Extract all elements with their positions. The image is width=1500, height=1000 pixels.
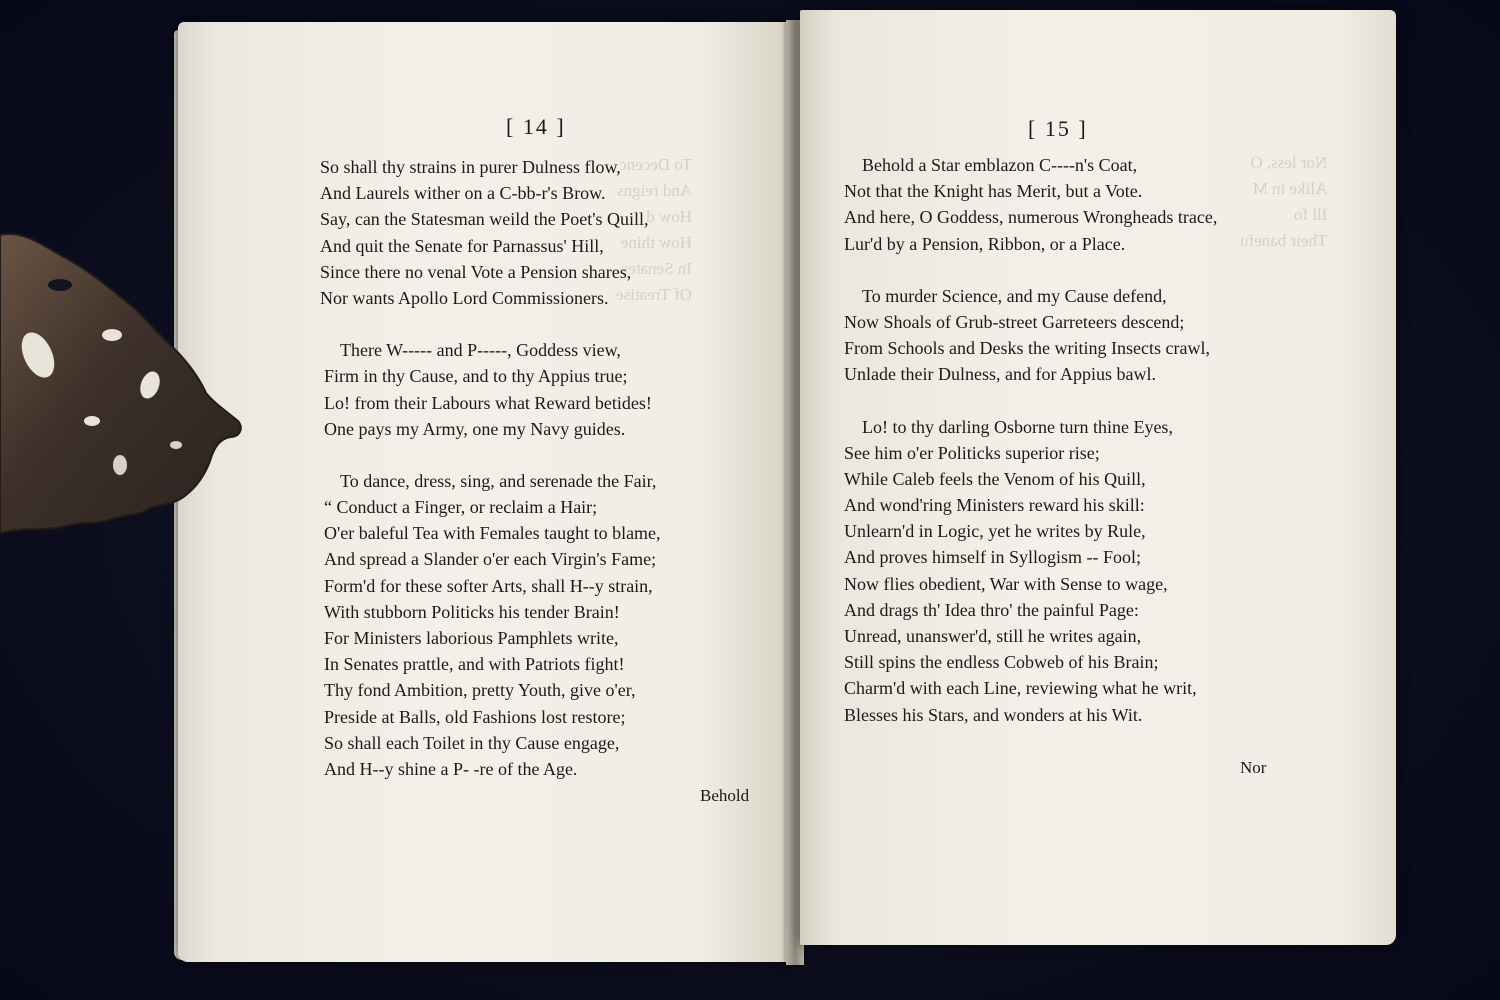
- verse-line: Still spins the endless Cobweb of his Brain;: [844, 652, 1159, 673]
- verse-line: With stubborn Politicks his tender Brain!: [324, 601, 620, 622]
- left-page: [178, 22, 790, 962]
- verse-line: Charm'd with each Line, reviewing what he writ,: [844, 678, 1197, 699]
- verse-line: While Caleb feels the Venom of his Quill,: [844, 468, 1146, 489]
- verse-line: And wond'ring Ministers reward his skill:: [844, 495, 1145, 516]
- verse-line: To dance, dress, sing, and serenade the Fair,: [340, 470, 657, 491]
- verse-line: Say, can the Statesman weild the Poet's Quill,: [320, 209, 649, 230]
- verse-line: Not that the Knight has Merit, but a Vote.: [844, 181, 1143, 202]
- metal-page-clip: [0, 225, 245, 545]
- verse-block: [320, 154, 661, 782]
- verse-line: Lur'd by a Pension, Ribbon, or a Place.: [844, 233, 1126, 254]
- verse-line: Behold a Star emblazon C----n's Coat,: [862, 155, 1138, 175]
- verse-line: Thy fond Ambition, pretty Youth, give o'er,: [324, 680, 636, 701]
- verse-line: “ Conduct a Finger, or reclaim a Hair;: [324, 497, 598, 518]
- verse-line: And H--y shine a P- -re of the Age.: [324, 758, 578, 779]
- verse-line: And spread a Slander o'er each Virgin's Fame;: [324, 549, 657, 570]
- verse-line: And proves himself in Syllogism -- Fool;: [844, 547, 1141, 568]
- catchword: Nor: [1240, 758, 1267, 777]
- stanza-break: [320, 311, 661, 337]
- verse-block: [844, 152, 1217, 728]
- verse-line: Blesses his Stars, and wonders at his Wit.: [844, 704, 1143, 725]
- right-page: [800, 10, 1396, 945]
- verse-line: Now Shoals of Grub-street Garreteers descend;: [844, 311, 1185, 332]
- verse-line: Unlearn'd in Logic, yet he writes by Rule,: [844, 521, 1146, 542]
- verse-line: And here, O Goddess, numerous Wrongheads trace,: [844, 207, 1218, 228]
- verse-line: To murder Science, and my Cause defend,: [862, 285, 1167, 306]
- verse-line: Lo! from their Labours what Reward betides!: [324, 392, 652, 413]
- verse-line: For Ministers laborious Pamphlets write,: [324, 628, 619, 648]
- verse-line: And quit the Senate for Parnassus' Hill,: [320, 235, 604, 256]
- page-number: [ 15 ]: [1028, 116, 1088, 141]
- stanza-break: [320, 442, 661, 468]
- verse-line: From Schools and Desks the writing Insects crawl,: [844, 338, 1210, 359]
- verse-line: One pays my Army, one my Navy guides.: [324, 418, 626, 439]
- bleed-through-text: To Decenc And reigns How d How thine In Senates Of Treatise: [616, 155, 693, 304]
- verse-line: Preside at Balls, old Fashions lost restore;: [324, 706, 626, 727]
- verse-line: So shall thy strains in purer Dulness flow,: [320, 157, 621, 177]
- stanza-break: [844, 257, 1217, 283]
- stanza-break: [844, 388, 1217, 414]
- verse-line: And drags th' Idea thro' the painful Page:: [844, 599, 1139, 620]
- catchword: Behold: [700, 786, 750, 805]
- verse-line: See him o'er Politicks superior rise;: [844, 442, 1100, 463]
- verse-line: In Senates prattle, and with Patriots fight!: [324, 654, 625, 675]
- verse-line: Nor wants Apollo Lord Commissioners.: [320, 287, 609, 308]
- verse-line: Lo! to thy darling Osborne turn thine Eyes,: [862, 416, 1173, 437]
- verse-line: Form'd for these softer Arts, shall H--y strain,: [324, 575, 653, 596]
- verse-line: So shall each Toilet in thy Cause engage,: [324, 732, 620, 753]
- verse-line: O'er baleful Tea with Females taught to blame,: [324, 523, 661, 544]
- verse-line: Now flies obedient, War with Sense to wage,: [844, 573, 1168, 594]
- verse-line: Unlade their Dulness, and for Appius bawl.: [844, 364, 1156, 385]
- verse-line: There W----- and P-----, Goddess view,: [340, 340, 621, 361]
- verse-line: Unread, unanswer'd, still he writes again,: [844, 626, 1142, 646]
- bleed-through-text: Nor less, O Alike in M Ill fo Their banefu: [1240, 153, 1328, 250]
- verse-line: Since there no venal Vote a Pension shares,: [320, 261, 632, 282]
- verse-line: Firm in thy Cause, and to thy Appius true;: [324, 366, 628, 387]
- verse-line: And Laurels wither on a C-bb-r's Brow.: [320, 183, 606, 204]
- page-number: [ 14 ]: [506, 114, 566, 139]
